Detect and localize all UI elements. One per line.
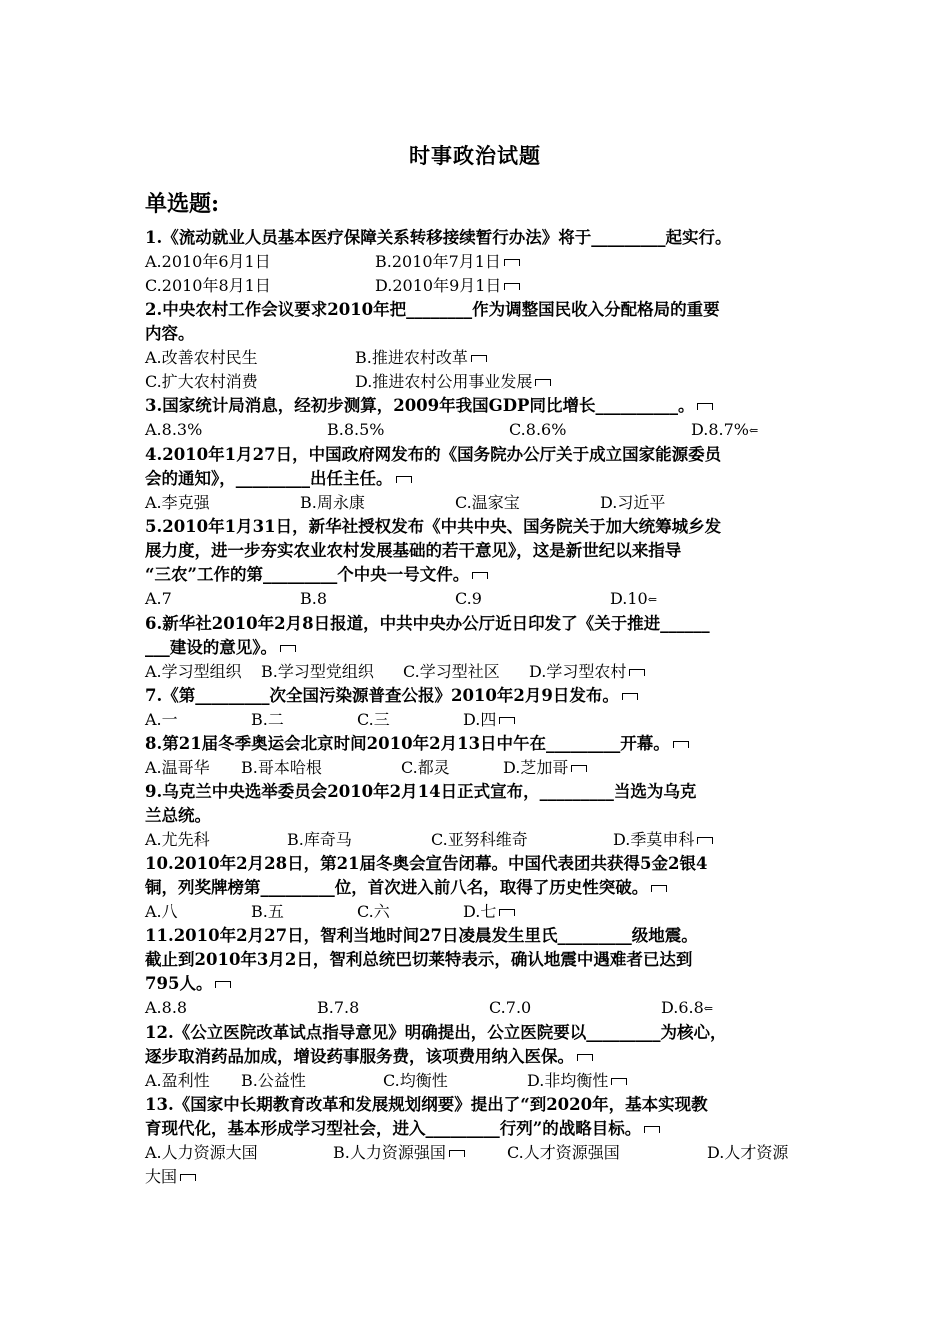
- paragraph-mark-icon: [571, 765, 587, 772]
- option-b: B.五: [251, 902, 284, 921]
- option-a: A.8.8: [145, 998, 188, 1017]
- option-b: B.学习型党组织: [261, 662, 374, 681]
- paragraph-mark-icon: [472, 572, 488, 579]
- option-b: B.7.8: [317, 998, 360, 1017]
- option-c: C.六: [357, 902, 390, 921]
- option-c: C.学习型社区: [403, 662, 500, 681]
- options-row: [145, 587, 810, 612]
- option-c: C.三: [357, 710, 390, 729]
- question-text: 795人。: [145, 972, 810, 996]
- option-a: A.尤先科: [145, 830, 210, 849]
- option-d: D.推进农村公用事业发展: [355, 370, 551, 394]
- question-text: 3.国家统计局消息，经初步测算，2009年我国GDP同比增长__________。: [145, 394, 810, 418]
- option-d: D.非均衡性: [527, 1069, 627, 1093]
- question-text: ___建设的意见》。: [145, 636, 810, 660]
- paragraph-mark-icon: [280, 645, 296, 652]
- option-d: D.6.8⇐: [661, 998, 714, 1017]
- options-row: [145, 1141, 810, 1165]
- option-d: D.学习型农村: [529, 660, 645, 684]
- question-text: 10.2010年2月28日，第21届冬奥会宣告闭幕。中国代表团共获得5金2银4: [145, 854, 708, 873]
- question-text: “三农”工作的第_________个中央一号文件。: [145, 563, 810, 587]
- option-b: B.周永康: [300, 493, 365, 512]
- question-text: 育现代化，基本形成学习型社会，进入_________行列”的战略目标。: [145, 1117, 810, 1141]
- option-b: B.哥本哈根: [241, 758, 322, 777]
- question-3: [145, 394, 810, 443]
- paragraph-mark-icon: [499, 909, 515, 916]
- paragraph-mark-icon: [504, 283, 520, 290]
- paragraph-mark-icon: [499, 717, 515, 724]
- question-text: 内容。: [145, 324, 195, 343]
- option-a: A.八: [145, 902, 178, 921]
- paragraph-mark-icon: [611, 1078, 627, 1085]
- options-row: [145, 1165, 810, 1189]
- option-a: A.改善农村民生: [145, 348, 258, 367]
- options-row: [145, 900, 810, 924]
- option-c: C.亚努科维奇: [431, 830, 528, 849]
- paragraph-mark-icon: [535, 379, 551, 386]
- line-end-icon: ⇐: [647, 593, 657, 606]
- options-row: [145, 491, 810, 515]
- question-text: 会的通知》，_________出任主任。: [145, 467, 810, 491]
- paragraph-mark-icon: [180, 1174, 196, 1181]
- line-end-icon: ⇐: [703, 1002, 714, 1015]
- options-row: [145, 274, 810, 298]
- options-row: [145, 346, 810, 370]
- option-c: C.9: [455, 589, 482, 608]
- options-row: [145, 996, 810, 1021]
- paragraph-mark-icon: [697, 403, 713, 410]
- option-d-continued: 大国: [145, 1165, 196, 1189]
- question-7: [145, 684, 810, 732]
- option-b: B.8: [300, 589, 328, 608]
- paragraph-mark-icon: [673, 741, 689, 748]
- paragraph-mark-icon: [651, 885, 667, 892]
- option-d: D.芝加哥: [503, 756, 587, 780]
- option-b: B.2010年7月1日: [375, 250, 520, 274]
- page-title: 时事政治试题: [409, 143, 541, 168]
- question-11: [145, 924, 810, 1021]
- question-8: [145, 732, 810, 780]
- option-a: A.盈利性: [145, 1071, 210, 1090]
- option-a: A.一: [145, 710, 178, 729]
- option-a: A.温哥华: [145, 758, 210, 777]
- question-5: [145, 515, 810, 612]
- options-row: [145, 1069, 810, 1093]
- paragraph-mark-icon: [215, 981, 231, 988]
- option-a: A.7: [145, 589, 172, 608]
- section-heading: 单选题:: [145, 191, 220, 217]
- option-d: D.10⇐: [610, 589, 657, 608]
- options-row: [145, 756, 810, 780]
- paragraph-mark-icon: [622, 693, 638, 700]
- option-b: B.8.5%: [327, 420, 385, 439]
- paragraph-mark-icon: [577, 1054, 593, 1061]
- paragraph-mark-icon: [396, 476, 412, 483]
- option-c: C.都灵: [401, 758, 450, 777]
- option-c: C.温家宝: [455, 493, 520, 512]
- option-d: D.七: [463, 900, 515, 924]
- option-c: C.人才资源强国: [507, 1143, 620, 1162]
- options-row: [145, 418, 810, 443]
- option-a: A.2010年6月1日: [145, 252, 271, 271]
- option-b: B.公益性: [241, 1071, 306, 1090]
- options-row: [145, 708, 810, 732]
- question-text: 截止到2010年3月2日，智利总统巴切莱特表示，确认地震中遇难者已达到: [145, 950, 693, 969]
- question-1: [145, 226, 810, 298]
- line-end-icon: ⇐: [749, 424, 759, 437]
- option-a: A.李克强: [145, 493, 210, 512]
- option-d: D.四: [463, 708, 515, 732]
- question-text: 兰总统。: [145, 806, 211, 825]
- option-c: C.8.6%: [509, 420, 567, 439]
- option-c: C.7.0: [489, 998, 532, 1017]
- option-c: C.扩大农村消费: [145, 372, 258, 391]
- question-text: 逐步取消药品加成，增设药事服务费，该项费用纳入医保。: [145, 1045, 810, 1069]
- paragraph-mark-icon: [644, 1126, 660, 1133]
- option-d: D.习近平: [600, 493, 666, 512]
- question-6: [145, 612, 810, 684]
- option-d: D.2010年9月1日: [375, 274, 520, 298]
- option-d: D.季莫申科: [613, 828, 713, 852]
- question-text: 11.2010年2月27日，智利当地时间27日凌晨发生里氏_________级地震。: [145, 926, 698, 945]
- option-d: D.人才资源: [707, 1143, 789, 1162]
- question-4: [145, 443, 810, 515]
- option-b: B.二: [251, 710, 284, 729]
- question-text: 铜，列奖牌榜第_________位，首次进入前八名，取得了历史性突破。: [145, 876, 810, 900]
- question-text: 12.《公立医院改革试点指导意见》明确提出，公立医院要以_________为核心，: [145, 1023, 727, 1042]
- question-text: 2.中央农村工作会议要求2010年把________作为调整国民收入分配格局的重要: [145, 300, 720, 319]
- question-text: 6.新华社2010年2月8日报道，中共中央办公厅近日印发了《关于推进______: [145, 614, 710, 633]
- paragraph-mark-icon: [629, 669, 645, 676]
- question-12: [145, 1021, 810, 1093]
- paragraph-mark-icon: [697, 837, 713, 844]
- option-b: B.人力资源强国: [333, 1141, 507, 1165]
- option-b: B.推进农村改革: [355, 346, 487, 370]
- options-row: [145, 828, 810, 852]
- option-a: A.8.3%: [145, 420, 203, 439]
- question-text: 4.2010年1月27日，中国政府网发布的《国务院办公厅关于成立国家能源委员: [145, 445, 722, 464]
- question-2: [145, 298, 810, 394]
- paragraph-mark-icon: [471, 355, 487, 362]
- options-row: [145, 250, 810, 274]
- question-10: [145, 852, 810, 924]
- question-text: 5.2010年1月31日，新华社授权发布《中共中央、国务院关于加大统筹城乡发: [145, 517, 722, 536]
- question-text: 1.《流动就业人员基本医疗保障关系转移接续暂行办法》将于_________起实行。: [145, 228, 732, 247]
- option-c: C.2010年8月1日: [145, 276, 271, 295]
- option-d: D.8.7%⇐: [691, 420, 759, 439]
- paragraph-mark-icon: [504, 259, 520, 266]
- option-c: C.均衡性: [383, 1071, 448, 1090]
- option-a: A.学习型组织: [145, 662, 242, 681]
- question-text: 9.乌克兰中央选举委员会2010年2月14日正式宣布，_________当选为乌克: [145, 782, 697, 801]
- options-row: [145, 660, 810, 684]
- question-13: [145, 1093, 810, 1189]
- option-a: A.人力资源大国: [145, 1143, 258, 1162]
- option-b: B.库奇马: [287, 830, 352, 849]
- question-9: [145, 780, 810, 852]
- question-text: 7.《第_________次全国污染源普查公报》2010年2月9日发布。: [145, 684, 810, 708]
- paragraph-mark-icon: [449, 1150, 465, 1157]
- question-list: [145, 226, 810, 1189]
- question-text: 13.《国家中长期教育改革和发展规划纲要》提出了“到2020年，基本实现教: [145, 1095, 708, 1114]
- question-text: 展力度，进一步夯实农业农村发展基础的若干意见》，这是新世纪以来指导: [145, 541, 682, 560]
- question-text: 8.第21届冬季奥运会北京时间2010年2月13日中午在_________开幕。: [145, 732, 810, 756]
- options-row: [145, 370, 810, 394]
